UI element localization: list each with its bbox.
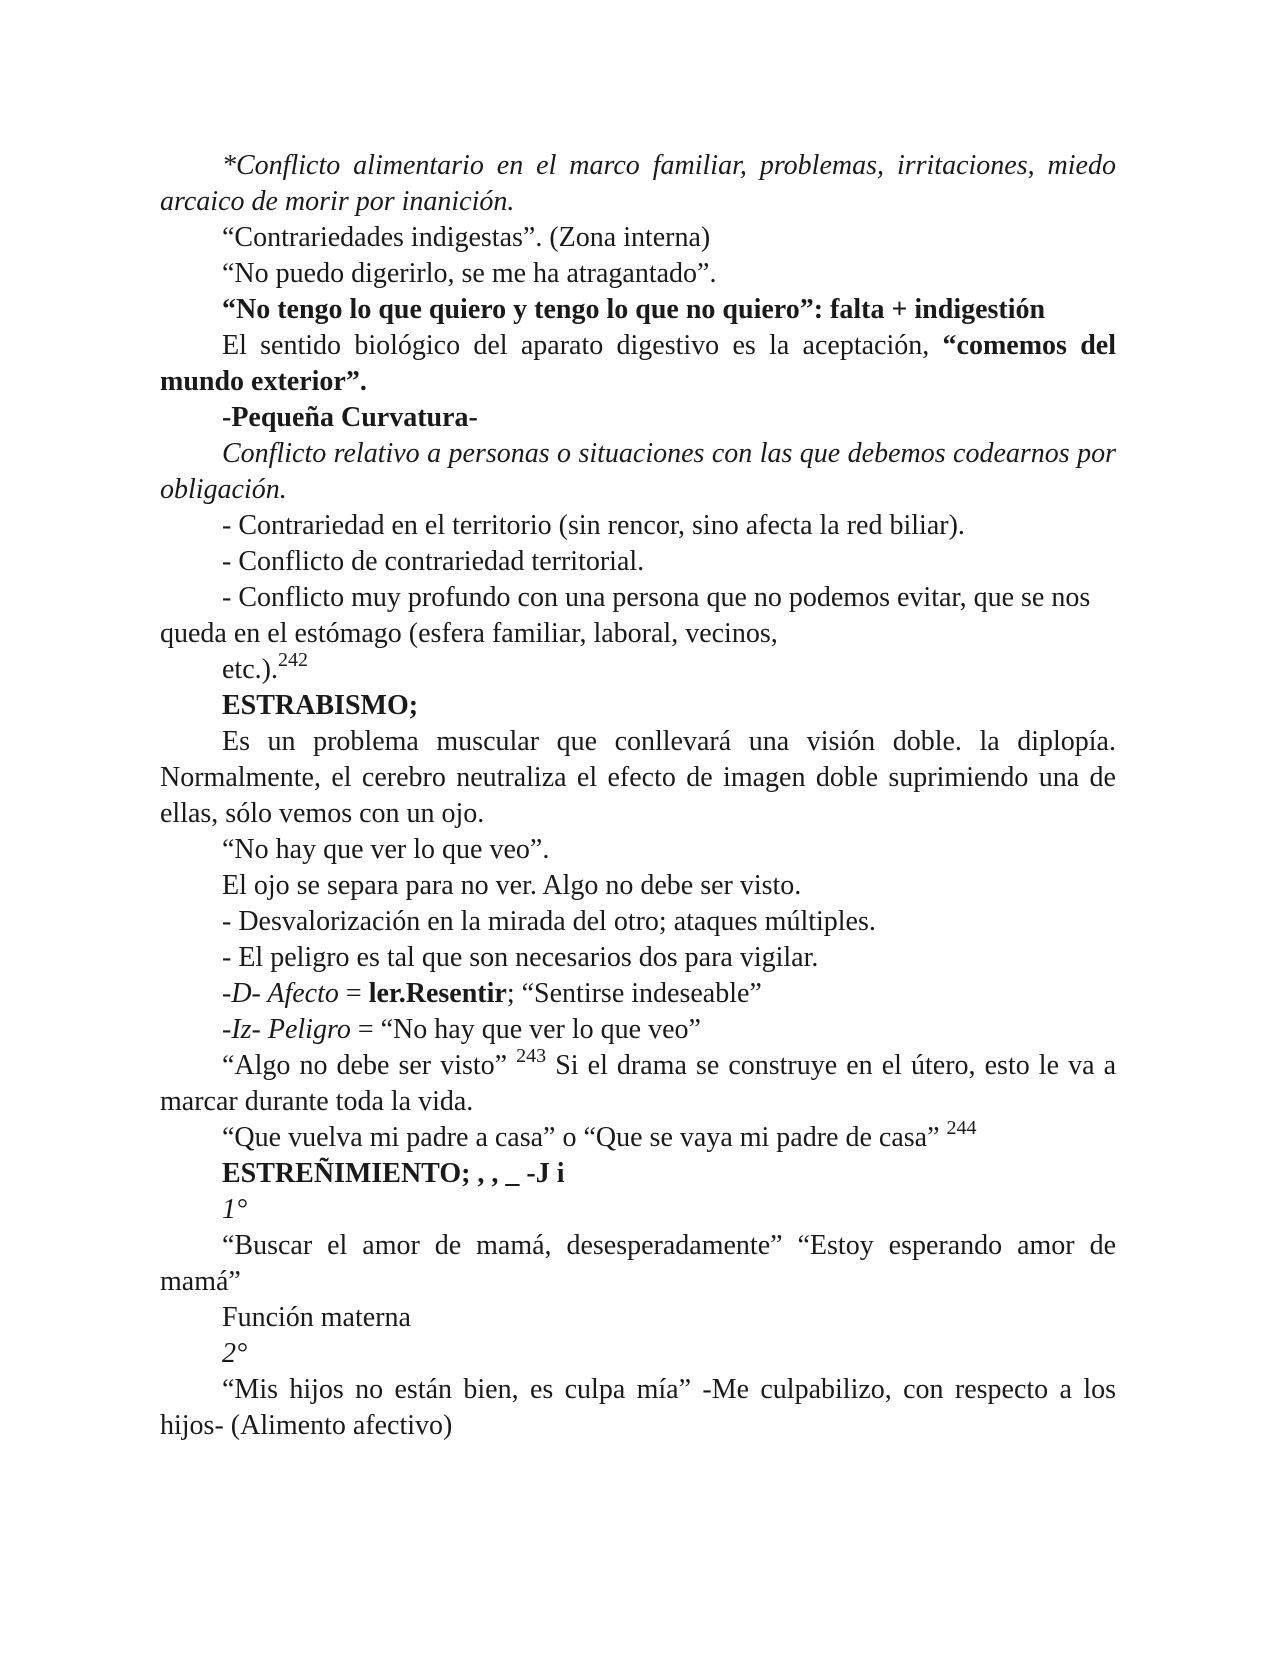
paragraph-right-affect [160,976,1116,1012]
paragraph-indigestible-setbacks: “Contrariedades indigestas”. (Zona interna) [222,222,711,253]
footnote-ref-242: 242 [277,648,308,671]
heading-constipation: ESTREÑIMIENTO; , , _ -J i [222,1158,565,1189]
paragraph-must-not-be-seen [160,1044,1116,1120]
paragraph-eye-separates: El ojo se separa para no ver. Algo no debe ser visto. [222,870,802,901]
paragraph-muscular-problem: Es un problema muscular que conllevará una visión doble. la diplopía. Normalmente, el cerebro neutraliza el efecto de imagen doble suprimiendo una de ellas, sólo vemos con un ojo. [160,726,1116,829]
right-affect-equals: = [338,978,369,1009]
paragraph-dont-see: “No hay que ver lo que veo”. [222,834,550,865]
left-danger-quote: = “No hay que ver lo que veo” [350,1014,701,1045]
heading-strabismus: ESTRABISMO; [222,690,419,721]
label-first: 1° [222,1194,248,1225]
paragraph-etc [160,648,1116,688]
paragraph-mothers-love: “Buscar el amor de mamá, desesperadamente” “Estoy esperando amor de mamá” [160,1230,1116,1297]
must-not-be-seen-text: “Algo no debe ser visto” [222,1050,517,1081]
list-item-danger: - El peligro es tal que son necesarios dos para vigilar. [222,942,819,973]
left-danger-label: -Iz- Peligro [222,1014,351,1045]
right-affect-resentir: ler.Resentir [368,978,507,1009]
paragraph-cannot-digest: “No puedo digerirlo, se me ha atragantado”. [222,258,717,289]
footnote-ref-243: 243 [516,1044,547,1067]
footnote-ref-244: 244 [946,1116,977,1139]
paragraph-etc-text: etc.). [222,654,278,685]
list-item-territory-setback: - Contrariedad en el territorio (sin rencor, sino afecta la red biliar). [222,510,965,541]
paragraph-biological-sense-text: El sentido biológico del aparato digestivo es la aceptación, [222,330,943,361]
paragraph-relative-conflict: Conflicto relativo a personas o situaciones con las que debemos codearnos por obligación. [160,438,1116,505]
paragraph-food-conflict: *Conflicto alimentario en el marco familiar, problemas, irritaciones, miedo arcaico de morir por inanición. [160,150,1116,217]
father-home-text: “Que vuelva mi padre a casa” o “Que se vaya mi padre de casa” [222,1122,947,1153]
right-affect-label: -D- Afecto [222,978,339,1009]
list-item-deep-conflict: - Conflicto muy profundo con una persona que no podemos evitar, que se nos queda en el estómago (esfera familiar, laboral, vecinos, [160,582,1091,649]
list-item-territorial-conflict: - Conflicto de contrariedad territorial. [222,546,645,577]
paragraph-biological-sense [160,328,1116,400]
paragraph-lack-indigestion: “No tengo lo que quiero y tengo lo que no quiero”: falta + indigestión [222,294,1046,325]
paragraph-maternal-function: Función materna [222,1302,411,1333]
heading-small-curvature: -Pequeña Curvatura- [222,402,478,433]
list-item-devaluation: - Desvalorización en la mirada del otro; ataques múltiples. [222,906,876,937]
paragraph-father-home [160,1116,1116,1156]
paragraph-my-children: “Mis hijos no están bien, es culpa mía” -Me culpabilizo, con respecto a los hijos- (Alimento afectivo) [160,1374,1116,1441]
document-page [160,148,1116,1444]
right-affect-quote: ; “Sentirse indeseable” [506,978,762,1009]
label-second: 2° [222,1338,248,1369]
paragraph-biological-sense-bold: “comemos del mundo exterior”. [160,330,1117,397]
must-not-be-seen-rest: Si el drama se construye en el útero, esto le va a marcar durante toda la vida. [160,1050,1116,1117]
paragraph-left-danger [160,1012,1116,1048]
